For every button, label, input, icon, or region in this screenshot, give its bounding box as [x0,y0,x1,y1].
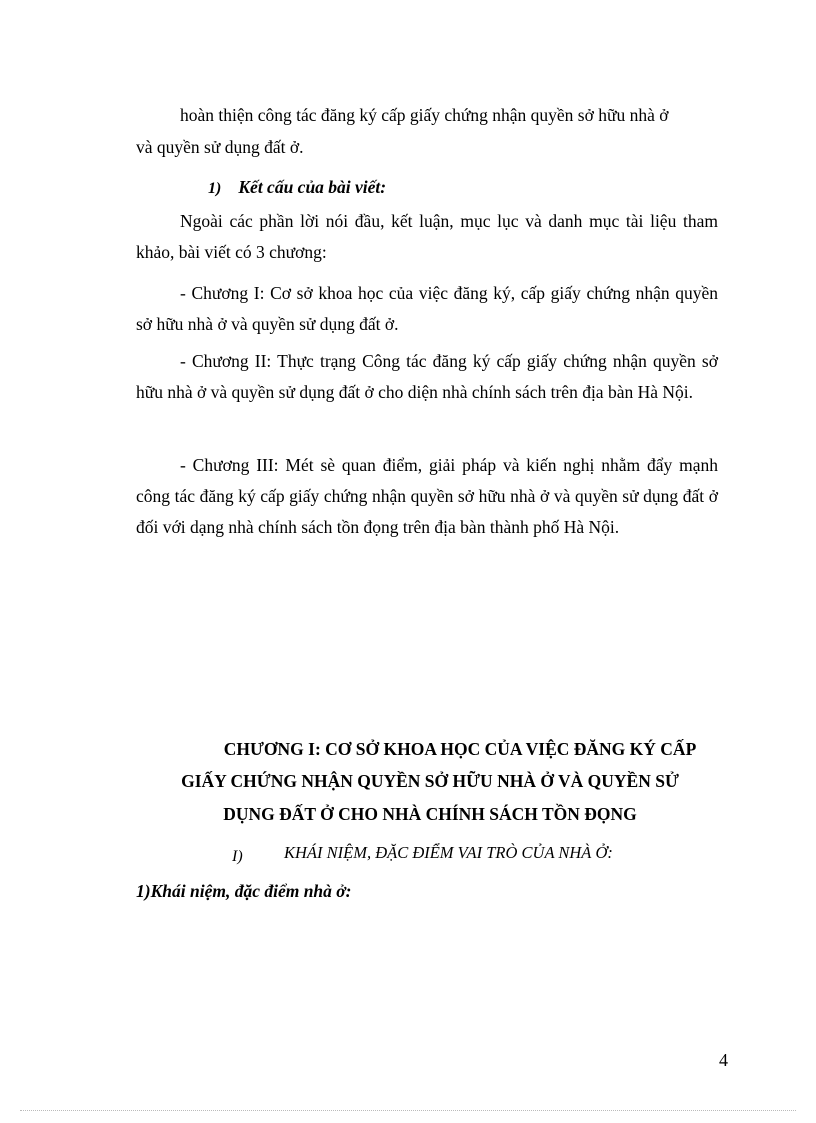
page-number: 4 [719,1050,728,1070]
intro-line-2: và quyền sử dụng đất ở. [136,137,304,157]
subsection-heading: 1)Khái niệm, đặc điểm nhà ở: [136,881,352,901]
paragraph-intro: Ngoài các phần lời nói đầu, kết luận, mục lục và danh mục tài liệu tham khảo, bài viết có 3 chương: [136,211,718,262]
structure-heading [208,176,386,200]
section-number: I) [232,848,243,865]
intro-line-1: hoàn thiện công tác đăng ký cấp giấy chứng nhận quyền sở hữu nhà ở [180,105,669,125]
paragraph-chapter-3: - Chương III: Mét sè quan điểm, giải pháp và kiến nghị nhằm đẩy mạnh công tác đăng ký cấp giấy chứng nhận quyền sở hữu nhà ở và quyền sử dụng đất ở đối với dạng nhà chính sách tồn đọng trên địa bàn thành phố Hà Nội. [136,455,718,537]
chapter-title-line-1: CHƯƠNG I: CƠ SỞ KHOA HỌC CỦA VIỆC ĐĂNG KÝ CẤP [223,739,697,759]
paragraph-chapter-2: - Chương II: Thực trạng Công tác đăng ký cấp giấy chứng nhận quyền sở hữu nhà ở và quyền sử dụng đất ở cho diện nhà chính sách trên địa bàn Hà Nội. [136,351,718,402]
structure-title: Kết cấu của bài viết: [238,177,387,197]
structure-number: 1) [208,180,222,197]
section-title: KHÁI NIỆM, ĐẶC ĐIỂM VAI TRÒ CỦA NHÀ Ở: [284,843,613,862]
chapter-title-line-3: DỤNG ĐẤT Ở CHO NHÀ CHÍNH SÁCH TỒN ĐỌNG [223,804,637,824]
paragraph-chapter-1: - Chương I: Cơ sở khoa học của việc đăng ký, cấp giấy chứng nhận quyền sở hữu nhà ở và quyền sử dụng đất ở. [136,283,718,334]
chapter-title-line-2: GIẤY CHỨNG NHẬN QUYỀN SỞ HỮU NHÀ Ở VÀ QUYỀN SỬ [181,771,679,791]
page-bottom-divider [20,1110,796,1111]
